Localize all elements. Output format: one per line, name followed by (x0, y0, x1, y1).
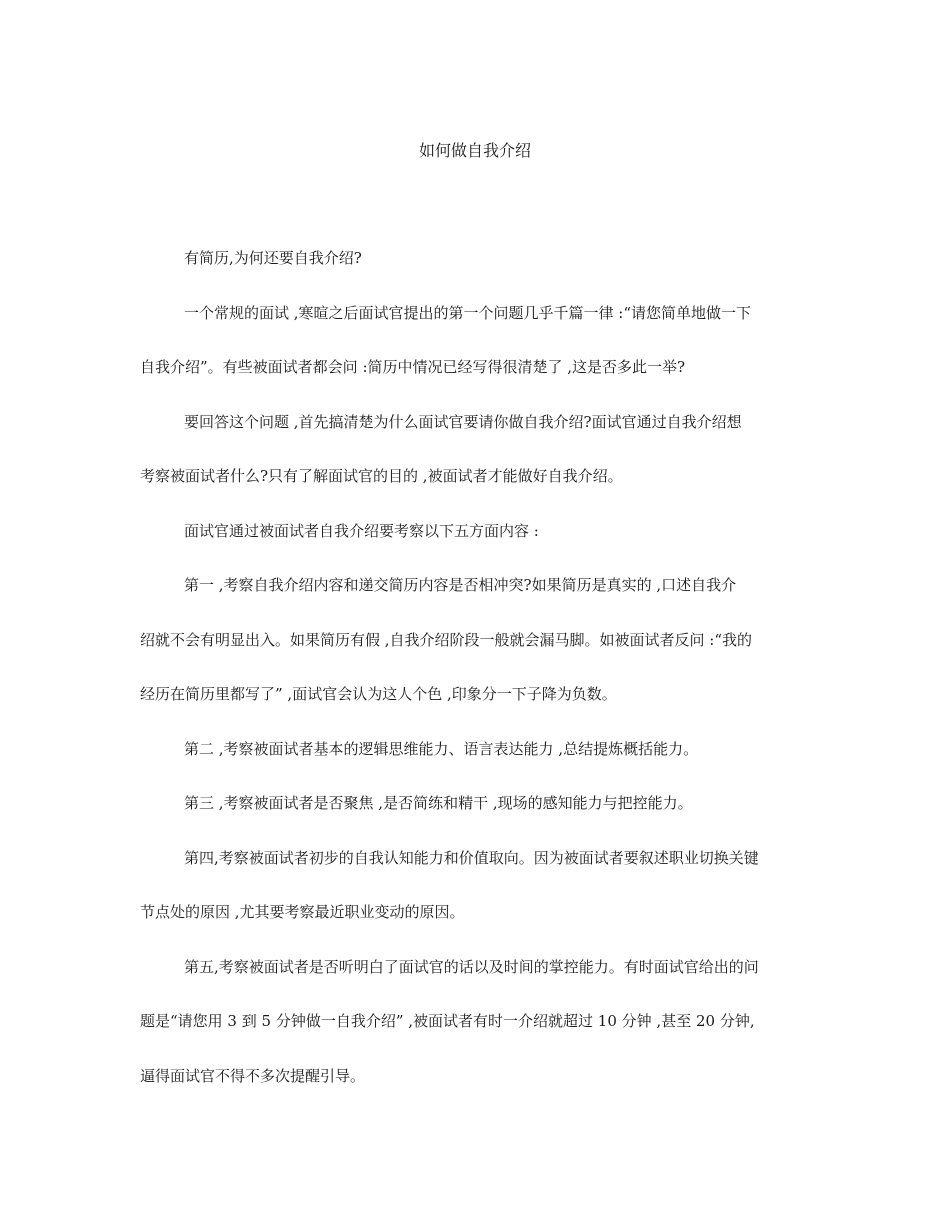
text-line: 考察被面试者什么?只有了解面试官的目的 ,被面试者才能做好自我介绍。 (140, 467, 623, 485)
text-line: 绍就不会有明显出入。如果简历有假 ,自我介绍阶段一般就会漏马脚。如被面试者反问 :“我的 (140, 630, 753, 649)
text-line: 一个常规的面试 ,寒暄之后面试官提出的第一个问题几乎千篇一律 :“请您简单地做一下 (184, 303, 752, 322)
text-line: 第二 ,考察被面试者基本的逻辑思维能力、语言表达能力 ,总结提炼概括能力。 (184, 739, 699, 758)
text-line: 第四,考察被面试者初步的自我认知能力和价值取向。因为被面试者要叙述职业切换关键 (184, 848, 759, 867)
text-line: 自我介绍”。有些被面试者都会问 :简历中情况已经写得很清楚了 ,这是否多此一举? (140, 358, 686, 376)
text-line: 第三 ,考察被面试者是否聚焦 ,是否简练和精干 ,现场的感知能力与把控能力。 (184, 794, 693, 812)
text-line: 有简历,为何还要自我介绍? (184, 249, 362, 267)
text-line: 面试官通过被面试者自我介绍要考察以下五方面内容 : (184, 521, 539, 540)
text-line: 第一 ,考察自我介绍内容和递交简历内容是否相冲突?如果简历是真实的 ,口述自我介 (184, 576, 737, 594)
text-line: 要回答这个问题 ,首先搞清楚为什么面试官要请你做自我介绍?面试官通过自我介绍想 (184, 412, 742, 431)
text-line: 题是“请您用 3 到 5 分钟做一自我介绍” ,被面试者有时一介绍就超过 10 分钟 ,甚至 20 分钟, (140, 1012, 755, 1030)
document-body (140, 246, 810, 1118)
text-line: 逼得面试官不得不多次提醒引导。 (140, 1066, 366, 1085)
text-line: 经历在简历里都写了” ,面试官会认为这人个色 ,印象分一下子降为负数。 (140, 685, 617, 703)
document-title: 如何做自我介绍 (418, 141, 531, 160)
text-line: 节点处的原因 ,尤其要考察最近职业变动的原因。 (140, 903, 465, 921)
text-line: 第五,考察被面试者是否听明白了面试官的话以及时间的掌控能力。有时面试官给出的问 (184, 957, 759, 976)
